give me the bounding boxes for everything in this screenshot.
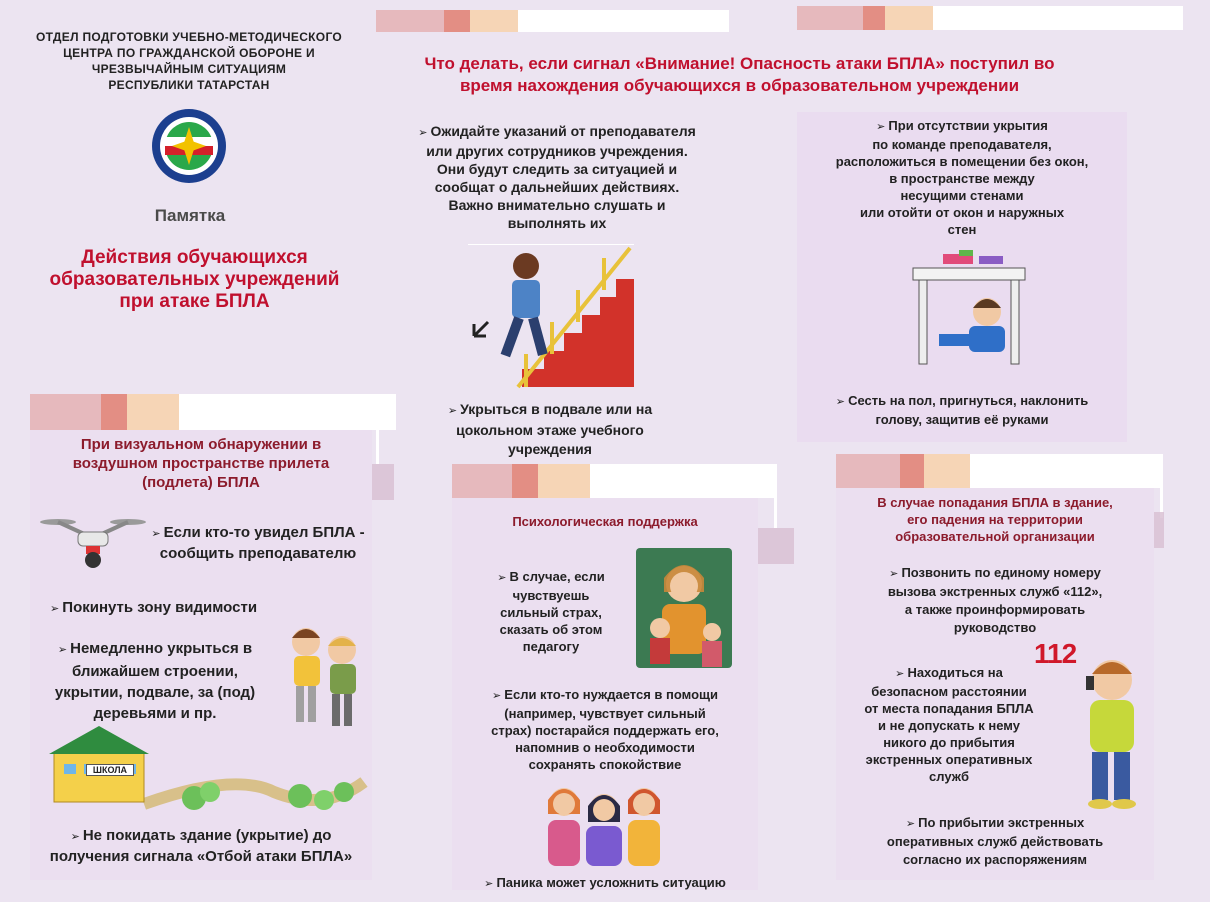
hit-item-line: руководство xyxy=(953,620,1037,635)
stairs-illustration xyxy=(466,244,636,389)
boy-phone-illustration xyxy=(1068,654,1152,810)
main-title xyxy=(372,53,1107,97)
hit-panel-title xyxy=(836,494,1154,545)
school-sign: ШКОЛА xyxy=(86,764,134,776)
no-shelter-line: ➢ При отсутствии укрытия xyxy=(797,117,1127,136)
visual-panel-title xyxy=(30,435,372,492)
visual-title-line: воздушном пространстве прилета xyxy=(72,455,330,472)
hit-item-call xyxy=(836,564,1154,637)
memo-title xyxy=(12,247,377,313)
visual-item-line: укрытии, подвале, за (под) xyxy=(54,684,256,701)
hit-panel xyxy=(836,488,1154,880)
visual-item-line: ➢ Не покидать здание (укрытие) до xyxy=(30,826,372,847)
hit-item-line: никого до прибытия xyxy=(883,735,1015,750)
visual-item-line: ближайшем строении, xyxy=(72,663,238,680)
hit-item-line: безопасном расстоянии xyxy=(871,684,1027,699)
wait-instruction-line: выполнять их xyxy=(507,215,607,231)
sit-instruction xyxy=(797,392,1127,429)
no-shelter-line: несущими стенами xyxy=(900,188,1024,203)
psych-item-fear xyxy=(476,568,626,655)
wait-instruction xyxy=(382,122,732,232)
psych-item-line: сильный страх, xyxy=(500,605,602,620)
no-shelter-line: по команде преподавателя, xyxy=(872,137,1052,152)
org-header-line: ЦЕНТРА ПО ГРАЖДАНСКОЙ ОБОРОНЕ И xyxy=(63,46,315,60)
hit-item-line: ➢ По прибытии экстренных xyxy=(836,814,1154,833)
frame-line xyxy=(376,394,379,464)
hit-item-line: от места попадания БПЛА xyxy=(864,701,1034,716)
psych-item-line: ➢ Если кто-то нуждается в помощи xyxy=(452,686,758,705)
hit-item-line: ➢ Находиться на xyxy=(844,664,1054,683)
main-title-line: время нахождения обучающихся в образовательном учреждении xyxy=(459,76,1020,95)
psych-item-line: чувствуешь xyxy=(512,588,590,603)
school-illustration xyxy=(34,722,368,822)
psych-item-support xyxy=(452,686,758,773)
no-shelter-line: или отойти от окон и наружных xyxy=(859,205,1065,220)
psych-item-line: страх) постарайся поддержать его, xyxy=(491,723,719,738)
hit-item-line: вызова экстренных служб «112», xyxy=(887,584,1103,599)
org-header-line: ЧРЕЗВЫЧАЙНЫМ СИТУАЦИЯМ xyxy=(91,62,287,76)
psych-panel-title: Психологическая поддержка xyxy=(512,514,698,529)
visual-item-line: ➢ Немедленно укрыться в xyxy=(40,638,270,661)
hit-title-line: В случае попадания БПЛА в здание, xyxy=(877,495,1113,510)
psych-item-panic: ➢ Паника может усложнить ситуацию xyxy=(452,874,758,893)
visual-title-line: При визуальном обнаружении в xyxy=(80,436,322,453)
visual-panel xyxy=(30,430,372,880)
visual-item-line: сообщить преподавателю xyxy=(159,545,357,562)
no-shelter-panel xyxy=(797,112,1127,442)
org-header xyxy=(10,29,368,93)
visual-item-leave: ➢ Покинуть зону видимости xyxy=(50,598,350,619)
psych-item-line: педагогу xyxy=(522,639,580,654)
decor-bar-psych xyxy=(452,464,777,498)
wait-instruction-line: сообщат о дальнейших действиях. xyxy=(434,179,680,195)
hit-item-distance xyxy=(844,664,1054,785)
drone-icon xyxy=(38,508,148,578)
decor-bar-top-center xyxy=(376,10,729,32)
frame-line xyxy=(774,464,777,528)
basement-instruction-line: ➢ Укрыться в подвале или на xyxy=(400,400,700,421)
psych-item-line: (например, чувствует сильный xyxy=(504,706,706,721)
basement-instruction-line: цокольном этаже учебного xyxy=(456,422,644,438)
psych-panel xyxy=(452,498,758,890)
girls-comforting-illustration xyxy=(540,778,670,870)
hit-item-line: оперативных служб действовать xyxy=(886,834,1104,849)
frame-line xyxy=(1160,454,1163,518)
main-title-line: Что делать, если сигнал «Внимание! Опасность атаки БПЛА» поступил во xyxy=(424,54,1055,73)
sit-instruction-line: ➢ Сесть на пол, пригнуться, наклонить xyxy=(797,392,1127,411)
decor-bar-hit xyxy=(836,454,1163,488)
running-children-illustration xyxy=(276,622,376,732)
visual-title-line: (подлета) БПЛА xyxy=(142,474,260,491)
memo-title-line: при атаке БПЛА xyxy=(119,291,270,312)
teacher-children-illustration xyxy=(636,548,732,672)
hit-item-line: служб xyxy=(929,769,969,784)
psych-item-line: ➢ В случае, если xyxy=(476,568,626,587)
memo-title-line: образовательных учреждений xyxy=(49,269,340,290)
hit-item-line: согласно их распоряжениям xyxy=(902,852,1088,867)
memo-label: Памятка xyxy=(154,206,226,225)
emblem-logo xyxy=(150,107,228,185)
hit-item-follow xyxy=(836,814,1154,869)
hit-title-line: образовательной организации xyxy=(895,529,1095,544)
visual-item-line: получения сигнала «Отбой атаки БПЛА» xyxy=(49,848,353,865)
wait-instruction-line: Важно внимательно слушать и xyxy=(448,197,666,213)
desk-illustration xyxy=(909,250,1029,370)
wait-instruction-line: Они будут следить за ситуацией и xyxy=(436,161,678,177)
decor-square xyxy=(758,528,794,564)
decor-bar-top-right xyxy=(797,6,1183,30)
sit-instruction-line: голову, защитив её руками xyxy=(875,412,1049,427)
visual-item-line: деревьями и пр. xyxy=(93,705,217,722)
org-header-line: РЕСПУБЛИКИ ТАТАРСТАН xyxy=(108,78,270,92)
wait-instruction-line: или других сотрудников учреждения. xyxy=(426,143,688,159)
hit-item-line: и не допускать к нему xyxy=(878,718,1020,733)
visual-item-line: ➢ Если кто-то увидел БПЛА - xyxy=(138,523,378,544)
psych-item-line: сохранять спокойствие xyxy=(528,757,682,772)
basement-instruction-line: учреждения xyxy=(508,441,592,457)
psych-item-line: сказать об этом xyxy=(499,622,603,637)
emergency-number: 112 xyxy=(1034,638,1077,669)
basement-instruction xyxy=(400,400,700,459)
no-shelter-line: расположиться в помещении без окон, xyxy=(835,154,1089,169)
hit-item-line: а также проинформировать xyxy=(904,602,1086,617)
hit-item-line: экстренных оперативных xyxy=(865,752,1033,767)
no-shelter-line: стен xyxy=(947,222,977,237)
visual-item-stay xyxy=(30,826,372,867)
wait-instruction-line: ➢ Ожидайте указаний от преподавателя xyxy=(382,122,732,142)
memo-title-line: Действия обучающихся xyxy=(81,247,308,268)
decor-bar-visual xyxy=(30,394,396,430)
visual-item-report xyxy=(138,523,378,564)
psych-item-line: напомнив о необходимости xyxy=(515,740,695,755)
hit-title-line: его падения на территории xyxy=(907,512,1083,527)
no-shelter-text xyxy=(797,117,1127,238)
visual-item-shelter xyxy=(40,638,270,724)
hit-item-line: ➢ Позвонить по единому номеру xyxy=(836,564,1154,583)
org-header-line: ОТДЕЛ ПОДГОТОВКИ УЧЕБНО-МЕТОДИЧЕСКОГО xyxy=(35,30,343,44)
no-shelter-line: в пространстве между xyxy=(889,171,1035,186)
